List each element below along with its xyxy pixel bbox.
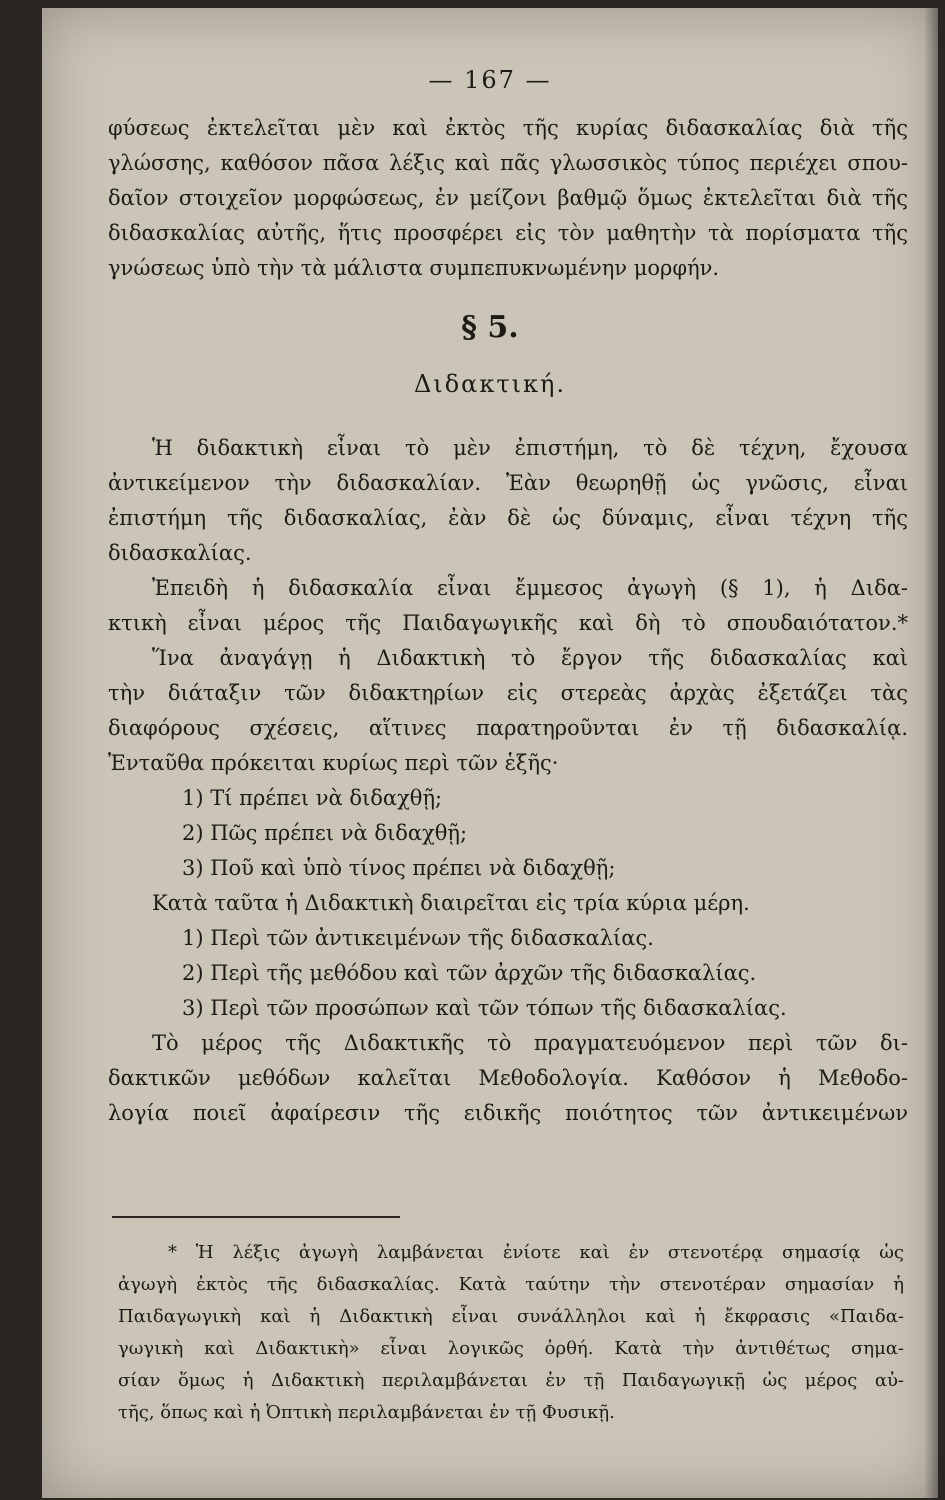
footnote-line: ἀγωγὴ ἐκτὸς τῆς διδασκαλίας. Κατὰ ταύτην τὴν στενοτέραν σημασίαν ἡ (118, 1274, 904, 1295)
body-line: Κατὰ ταῦτα ἡ Διδακτικὴ διαιρεῖται εἰς τρία κύρια μέρη. (152, 891, 750, 915)
body-line: δακτικῶν μεθόδων καλεῖται Μεθοδολογία. Καθόσον ἡ Μεθοδο- (108, 1066, 908, 1090)
body-line: ἀντικείμενον τὴν διδασκαλίαν. Ἐὰν θεωρηθῇ ὡς γνῶσις, εἶναι (108, 471, 908, 495)
footnote-divider (112, 1216, 400, 1218)
top-paragraph-line: γνώσεως ὑπὸ τὴν τὰ μάλιστα συμπεπυκνωμένην μορφήν. (108, 256, 720, 280)
top-paragraph-line: γλώσσης, καθόσον πᾶσα λέξις καὶ πᾶς γλωσσικὸς τύπος περιέχει σπου- (108, 151, 908, 175)
body-line: διδασκαλίας. (108, 541, 252, 565)
top-paragraph-line: φύσεως ἐκτελεῖται μὲν καὶ ἐκτὸς τῆς κυρίας διδασκαλίας διὰ τῆς (108, 116, 908, 140)
list-item: 2) Πῶς πρέπει νὰ διδαχθῇ; (182, 821, 468, 845)
footnote-line: Παιδαγωγικὴ καὶ ἡ Διδακτικὴ εἶναι συνάλληλοι καὶ ἡ ἔκφρασις «Παιδα- (118, 1306, 904, 1327)
footnote-line: * Ἡ λέξις ἀγωγὴ λαμβάνεται ἐνίοτε καὶ ἐν στενοτέρᾳ σημασίᾳ ὡς (168, 1242, 904, 1263)
body-line: Ἵνα ἀναγάγῃ ἡ Διδακτικὴ τὸ ἔργον τῆς διδασκαλίας καὶ (152, 646, 908, 670)
body-line: διαφόρους σχέσεις, αἵτινες παρατηροῦνται ἐν τῇ διδασκαλίᾳ. (108, 716, 908, 740)
body-line: Ἐπειδὴ ἡ διδασκαλία εἶναι ἔμμεσος ἀγωγὴ (§ 1), ἡ Διδα- (152, 576, 908, 600)
top-paragraph-line: δαῖον στοιχεῖον μορφώσεως, ἐν μείζονι βαθμῷ ὅμως ἐκτελεῖται διὰ τῆς (108, 186, 908, 210)
page-number: — 167 — (428, 66, 552, 94)
list-item: 3) Ποῦ καὶ ὑπὸ τίνος πρέπει νὰ διδαχθῇ; (182, 856, 616, 880)
body-line: Ἐνταῦθα πρόκειται κυρίως περὶ τῶν ἑξῆς· (108, 751, 559, 775)
section-heading: Διδακτική. (413, 370, 567, 398)
body-line: τὴν διάταξιν τῶν διδακτηρίων εἰς στερεὰς ἀρχὰς ἐξετάζει τὰς (108, 681, 908, 705)
list-item: 1) Περὶ τῶν ἀντικειμένων τῆς διδασκαλίας. (182, 926, 654, 950)
book-page (42, 8, 938, 1498)
body-line: λογία ποιεῖ ἀφαίρεσιν τῆς ειδικῆς ποιότητος τῶν ἀντικειμένων (108, 1101, 908, 1125)
list-item: 2) Περὶ τῆς μεθόδου καὶ τῶν ἀρχῶν τῆς διδασκαλίας. (182, 961, 757, 985)
body-line: ἐπιστήμη τῆς διδασκαλίας, ἐὰν δὲ ὡς δύναμις, εἶναι τέχνη τῆς (108, 506, 908, 530)
footnote-line: γωγικὴ καὶ Διδακτικὴ» εἶναι λογικῶς ὀρθή. Κατὰ τὴν ἀντιθέτως σημα- (118, 1338, 904, 1359)
list-item: 1) Τί πρέπει νὰ διδαχθῇ; (182, 786, 443, 810)
top-paragraph-line: διδασκαλίας αὐτῆς, ἥτις προσφέρει εἰς τὸν μαθητὴν τὰ πορίσματα τῆς (108, 221, 908, 245)
footnote-line: σίαν ὅμως ἡ Διδακτικὴ περιλαμβάνεται ἐν τῇ Παιδαγωγικῇ ὡς μέρος αὐ- (118, 1370, 904, 1391)
list-item: 3) Περὶ τῶν προσώπων καὶ τῶν τόπων τῆς διδασκαλίας. (182, 996, 787, 1020)
body-line: Ἡ διδακτικὴ εἶναι τὸ μὲν ἐπιστήμη, τὸ δὲ τέχνη, ἔχουσα (152, 436, 908, 460)
section-mark: § 5. (461, 310, 519, 345)
body-line: κτικὴ εἶναι μέρος τῆς Παιδαγωγικῆς καὶ δὴ τὸ σπουδαιότατον.* (108, 611, 908, 635)
body-line: Τὸ μέρος τῆς Διδακτικῆς τὸ πραγματευόμενον περὶ τῶν δι- (152, 1031, 908, 1055)
footnote-line: τῆς, ὅπως καὶ ἡ Ὀπτικὴ περιλαμβάνεται ἐν τῇ Φυσικῇ. (118, 1402, 615, 1423)
